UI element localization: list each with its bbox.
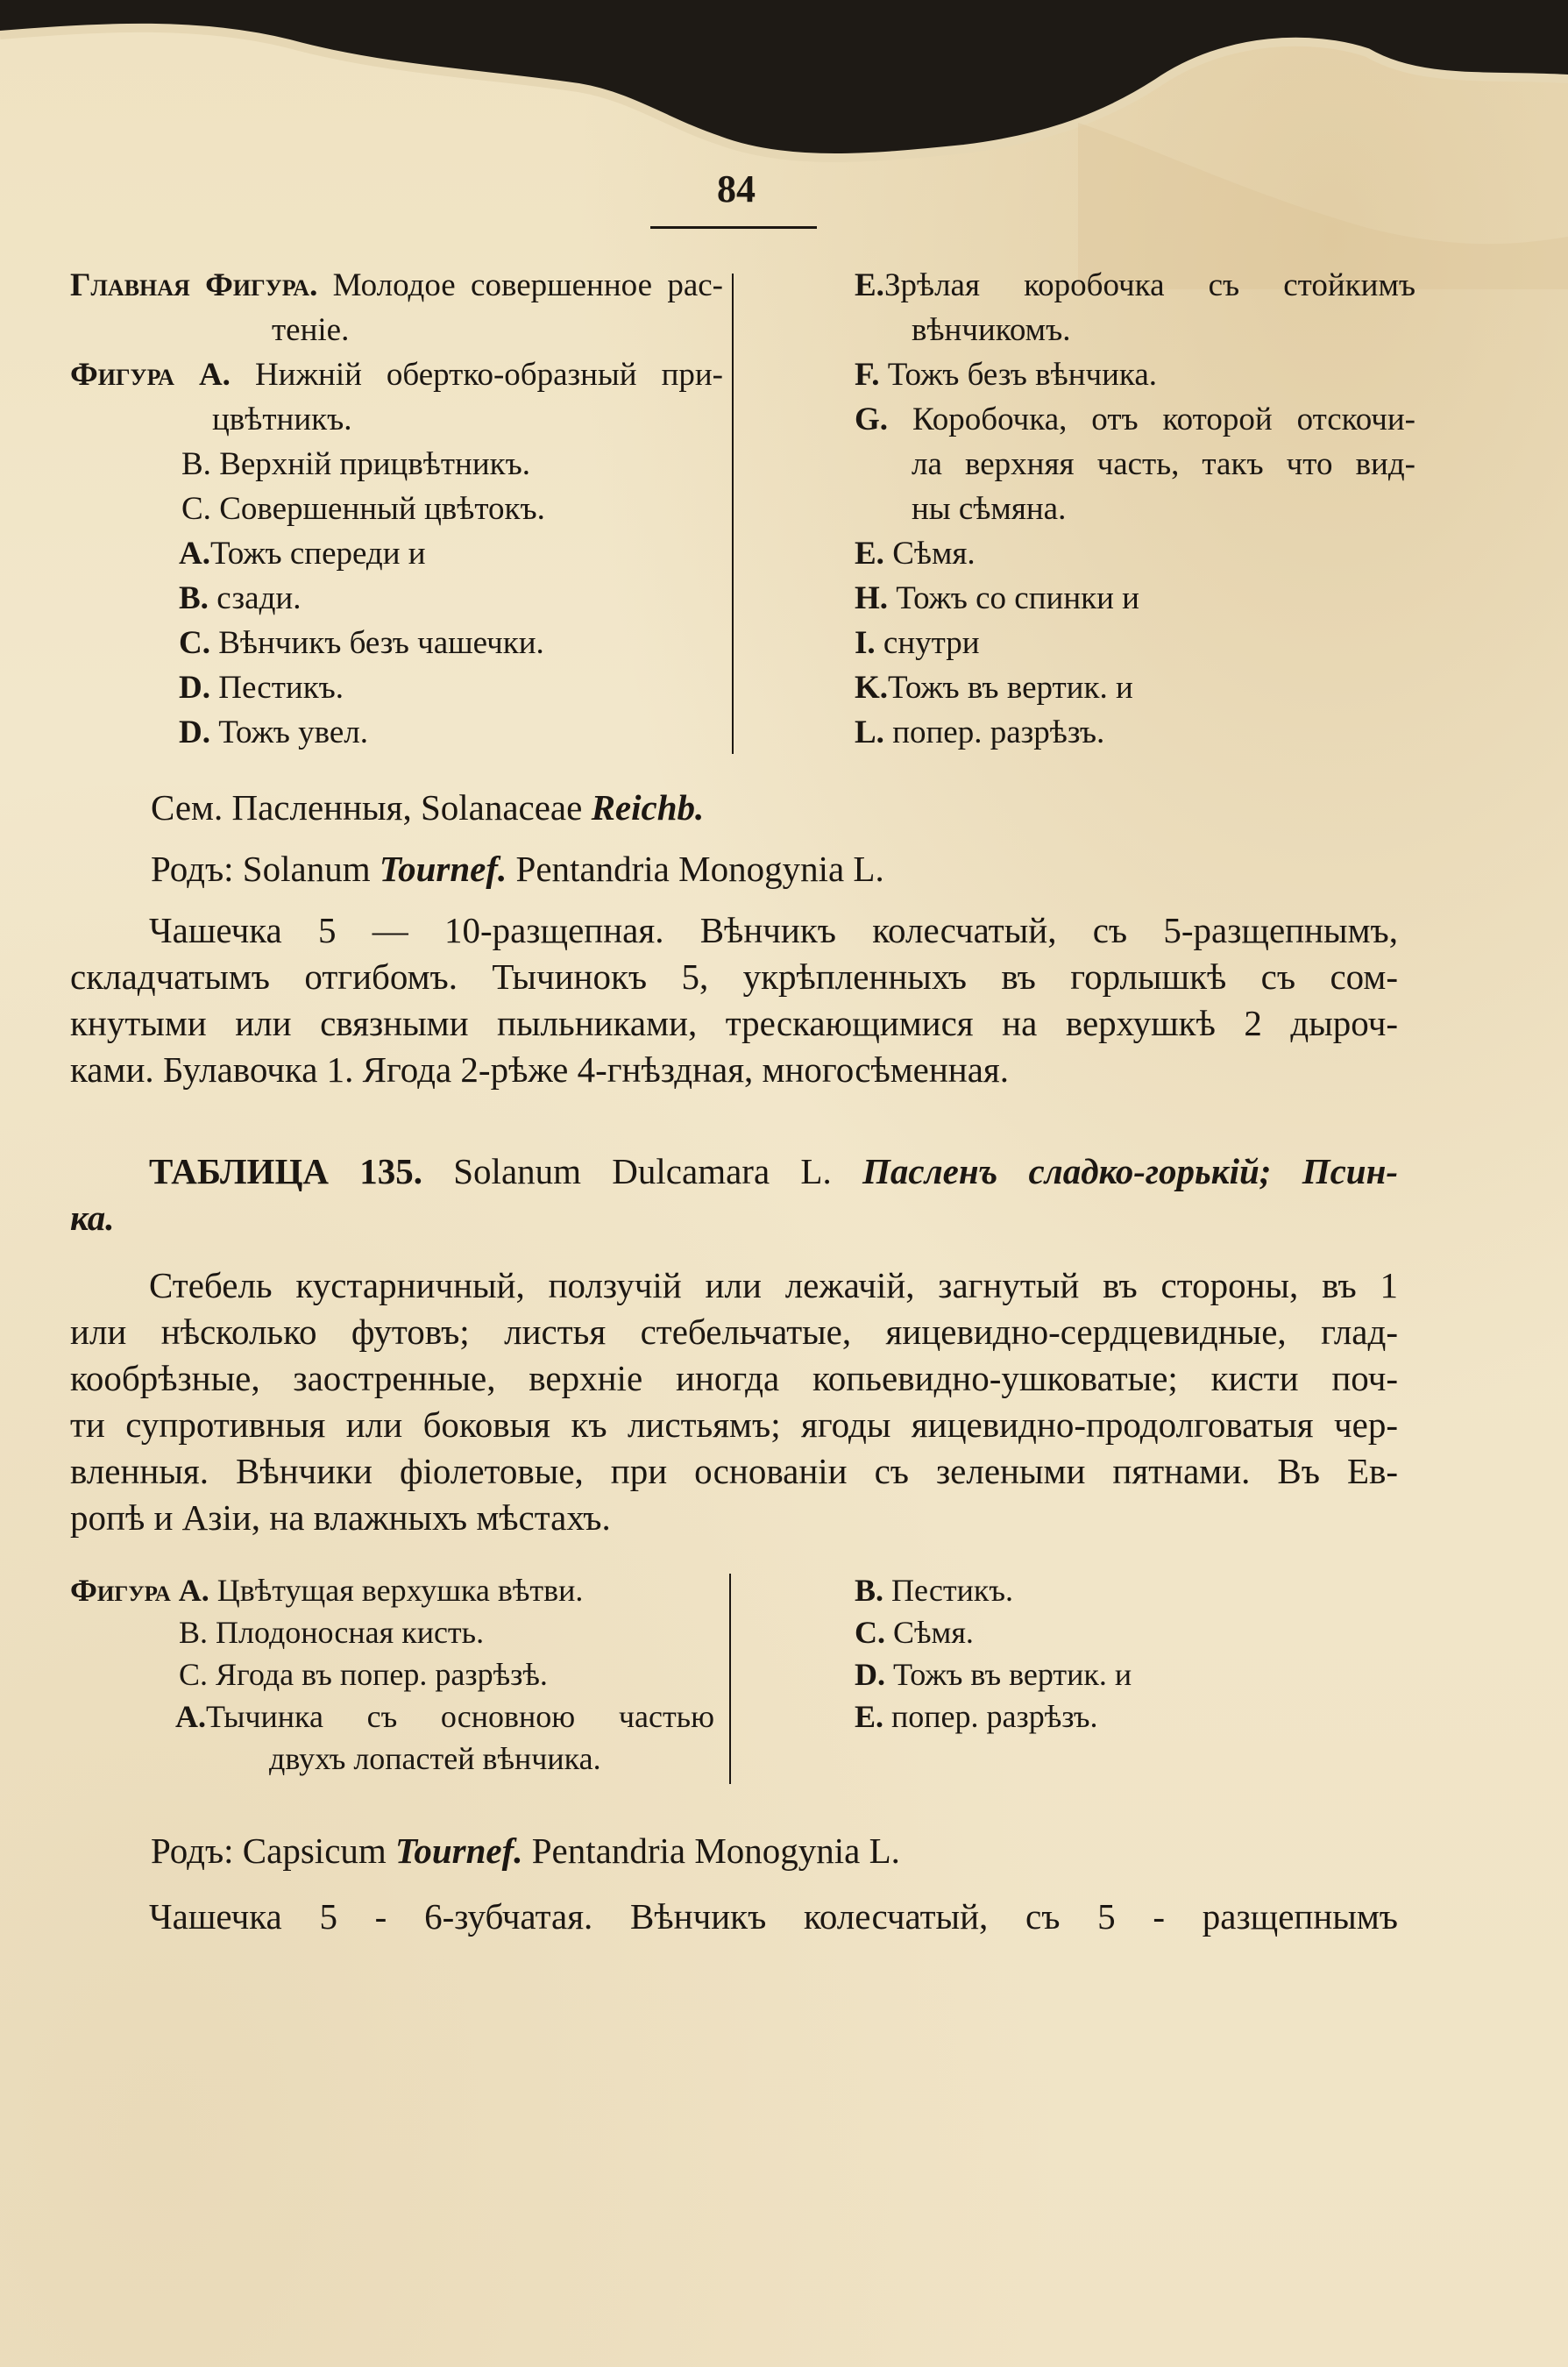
text-line: Чашечка 5 - 6-зубчатая. Вѣнчикъ колесчатый, съ 5 - разщепнымъ [149,1896,1398,1937]
legend-entry: K.Тожъ въ вертик. и [855,670,1133,706]
page-number: 84 [717,167,756,210]
legend-entry: H. Тожъ со спинки и [855,580,1139,616]
legend-entry: A.Тожъ спереди и [179,536,426,572]
legend-entry: ла верхняя часть, такъ что вид- [912,446,1415,482]
text-line: кообрѣзные, заостренные, верхніе иногда копьевидно-ушковатые; кисти поч- [70,1358,1398,1398]
legend-entry: C. Ягода въ попер. разрѣзѣ. [179,1657,548,1692]
table-135-heading: ТАБЛИЦА 135. Solanum Dulcamara L. Пасленъ сладко-горькій; Псин- ка. [70,1151,1398,1238]
legend-entry: B. Плодоносная кисть. [179,1615,485,1650]
figure-legend-2-left [70,1569,714,1780]
text-line: ками. Булавочка 1. Ягода 2-рѣже 4-гнѣздная, многосѣменная. [70,1049,1010,1090]
figure-legend-1-right [855,263,1415,755]
text-line: складчатымъ отгибомъ. Тычинокъ 5, укрѣпленныхъ въ горлышкѣ съ сом- [70,956,1398,997]
legend-entry: C. Совершенный цвѣтокъ. [181,491,545,527]
text-line: кнутыми или связными пыльниками, трескающимися на верхушкѣ 2 дыроч- [70,1003,1398,1043]
legend-entry: F. Тожъ безъ вѣнчика. [855,357,1158,393]
genus-capsicum-description [70,1894,1398,1940]
torn-paper-edge [0,0,1568,289]
legend-entry: теніе. [272,312,350,348]
legend-entry: E.Зрѣлая коробочка съ стойкимъ [855,267,1415,303]
legend-entry: E. Сѣмя. [855,536,976,572]
genus-solanum-heading: Родъ: Solanum Tournef. Pentandria Monogynia L. [151,849,884,889]
text-line: или нѣсколько футовъ; листья стебельчатые, яицевидно-сердцевидные, глад- [70,1311,1398,1352]
legend-entry: C. Вѣнчикъ безъ чашечки. [179,625,544,661]
legend-entry: ны сѣмяна. [912,491,1067,527]
legend-entry: вѣнчикомъ. [912,312,1071,348]
text-line: ропѣ и Азіи, на влажныхъ мѣстахъ. [70,1497,611,1538]
legend-entry: B. Пестикъ. [855,1573,1013,1608]
text-line: Чашечка 5 — 10-разщепная. Вѣнчикъ колесчатый, съ 5-разщепнымъ, [149,910,1398,950]
text-line: вленныя. Вѣнчики фіолетовые, при основаніи съ зелеными пятнами. Въ Ев- [70,1451,1398,1491]
text-line: Стебель кустарничный, ползучій или лежачій, загнутый въ стороны, въ 1 [149,1265,1398,1305]
legend-entry: A.Тычинка съ основною частью [175,1699,714,1734]
legend-entry: C. Сѣмя. [855,1615,974,1650]
legend-entry: двухъ лопастей вѣнчика. [269,1741,601,1776]
figure-legend-2-right [855,1569,1380,1738]
legend-entry: L. попер. разрѣзъ. [855,714,1105,750]
legend-entry: B. Верхній прицвѣтникъ. [181,446,531,482]
legend-entry: D. Тожъ въ вертик. и [855,1657,1132,1692]
legend-entry: B. сзади. [179,580,302,616]
genus-solanum-description [70,907,1398,1093]
legend-entry: цвѣтникъ. [212,402,352,437]
page-number-rule [650,226,817,229]
column-divider-1 [732,274,734,754]
legend-entry: Главная Фигура. Молодое совершенное рас- [70,267,723,303]
legend-entry: G. Коробочка, отъ которой отскочи- [855,402,1416,437]
legend-entry: Фигура А. Нижній обертко-образный при- [70,357,724,393]
text-line: ти супротивныя или боковыя къ листьямъ; ягоды яицевидно-продолговатыя чер- [70,1404,1398,1445]
figure-legend-1-left [70,263,723,755]
table-135-description [70,1262,1398,1541]
genus-capsicum-heading: Родъ: Capsicum Tournef. Pentandria Monogynia L. [151,1830,900,1871]
column-divider-2 [729,1574,731,1784]
legend-entry: I. снутри [855,625,980,661]
legend-entry: Фигура А. Цвѣтущая верхушка вѣтви. [70,1573,584,1608]
legend-entry: D. Пестикъ. [179,670,344,706]
family-heading: Сем. Пасленныя, Solanaceae Reichb. [151,787,705,828]
legend-entry: D. Тожъ увел. [179,714,368,750]
legend-entry: E. попер. разрѣзъ. [855,1699,1098,1734]
